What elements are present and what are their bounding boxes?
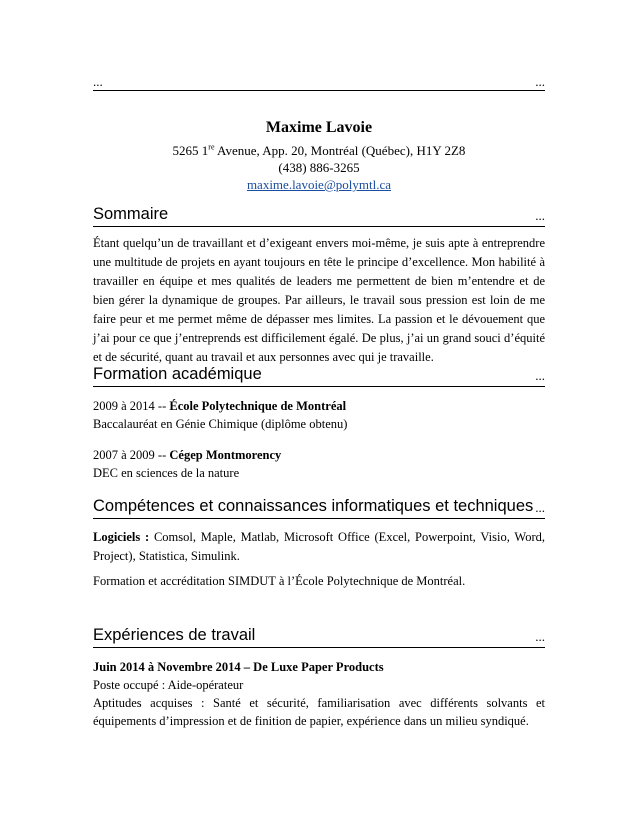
- section-title: Sommaire: [93, 205, 169, 223]
- top-rule: [93, 90, 545, 91]
- job-aptitudes: Aptitudes acquises : Santé et sécurité, familiarisation avec différents solvants et équipements d’impression et de finition de papier, expérience dans un milieu syndiqué.: [93, 696, 545, 728]
- section-title: Compétences et connaissances informatiques et techniques: [93, 497, 534, 515]
- section-title: Expériences de travail: [93, 626, 256, 644]
- email-link[interactable]: maxime.lavoie@polymtl.ca: [246, 177, 392, 192]
- section-dots: ...: [535, 629, 545, 644]
- education-program: Baccalauréat en Génie Chimique (diplôme obtenu): [93, 417, 348, 431]
- education-entry-1: [93, 397, 545, 415]
- education-school: Cégep Montmorency: [169, 448, 282, 462]
- education-entry-2: [93, 446, 545, 464]
- section-dots: ...: [535, 368, 545, 383]
- section-sommaire-heading: [93, 202, 545, 227]
- contact-header: [93, 118, 545, 193]
- software-label: Logiciels :: [93, 530, 154, 544]
- software-skills: [93, 528, 545, 566]
- address-number: 5265 1: [172, 143, 209, 158]
- top-right-dots: ...: [535, 74, 545, 89]
- person-name: Maxime Lavoie: [265, 119, 373, 136]
- address: [93, 142, 545, 159]
- section-title: Formation académique: [93, 365, 262, 383]
- address-superscript: re: [208, 142, 215, 152]
- education-dates: 2009 à 2014 --: [93, 399, 170, 413]
- summary-paragraph: Étant quelqu’un de travaillant et d’exigeant envers moi-même, je suis apte à entreprendre une multitude de projets en ayant toujours en tête le principe d’excellence. Mon habilité à travailler en équipe et mes qualités de leaders me permettent de bien m’entendre et de bien gérer la dynamique de groupes. Par ailleurs, le travail sous pression est loin de me faire peur et me permet même de dépasser mes limites. La passion et le dévouement que j’ai pour ce que j’entreprends est difficilement égalé. De plus, j’ai un grand souci d’équité et de sécurité, quant au travail et aux personnes avec qui je travaille.: [93, 236, 545, 364]
- section-experiences-heading: [93, 623, 545, 648]
- certification-text: Formation et accréditation SIMDUT à l’École Polytechnique de Montréal.: [93, 574, 466, 588]
- section-formation-heading: [93, 362, 545, 387]
- section-competences-heading: [93, 494, 545, 519]
- software-list: Comsol, Maple, Matlab, Microsoft Office (Excel, Powerpoint, Visio, Word, Project), Statistica, Simulink.: [93, 530, 545, 563]
- education-school: École Polytechnique de Montréal: [169, 399, 347, 413]
- education-program: DEC en sciences de la nature: [93, 466, 240, 480]
- section-dots: ...: [535, 500, 545, 515]
- education-dates: 2007 à 2009 --: [93, 448, 170, 462]
- job-position: Poste occupé : Aide-opérateur: [93, 678, 244, 692]
- phone: (438) 886-3265: [278, 160, 360, 175]
- section-dots: ...: [535, 208, 545, 223]
- job-heading: Juin 2014 à Novembre 2014 – De Luxe Paper Products: [93, 660, 384, 674]
- address-street: Avenue, App. 20, Montréal (Québec), H1Y 2Z8: [214, 143, 466, 158]
- top-left-dots: ...: [93, 74, 103, 89]
